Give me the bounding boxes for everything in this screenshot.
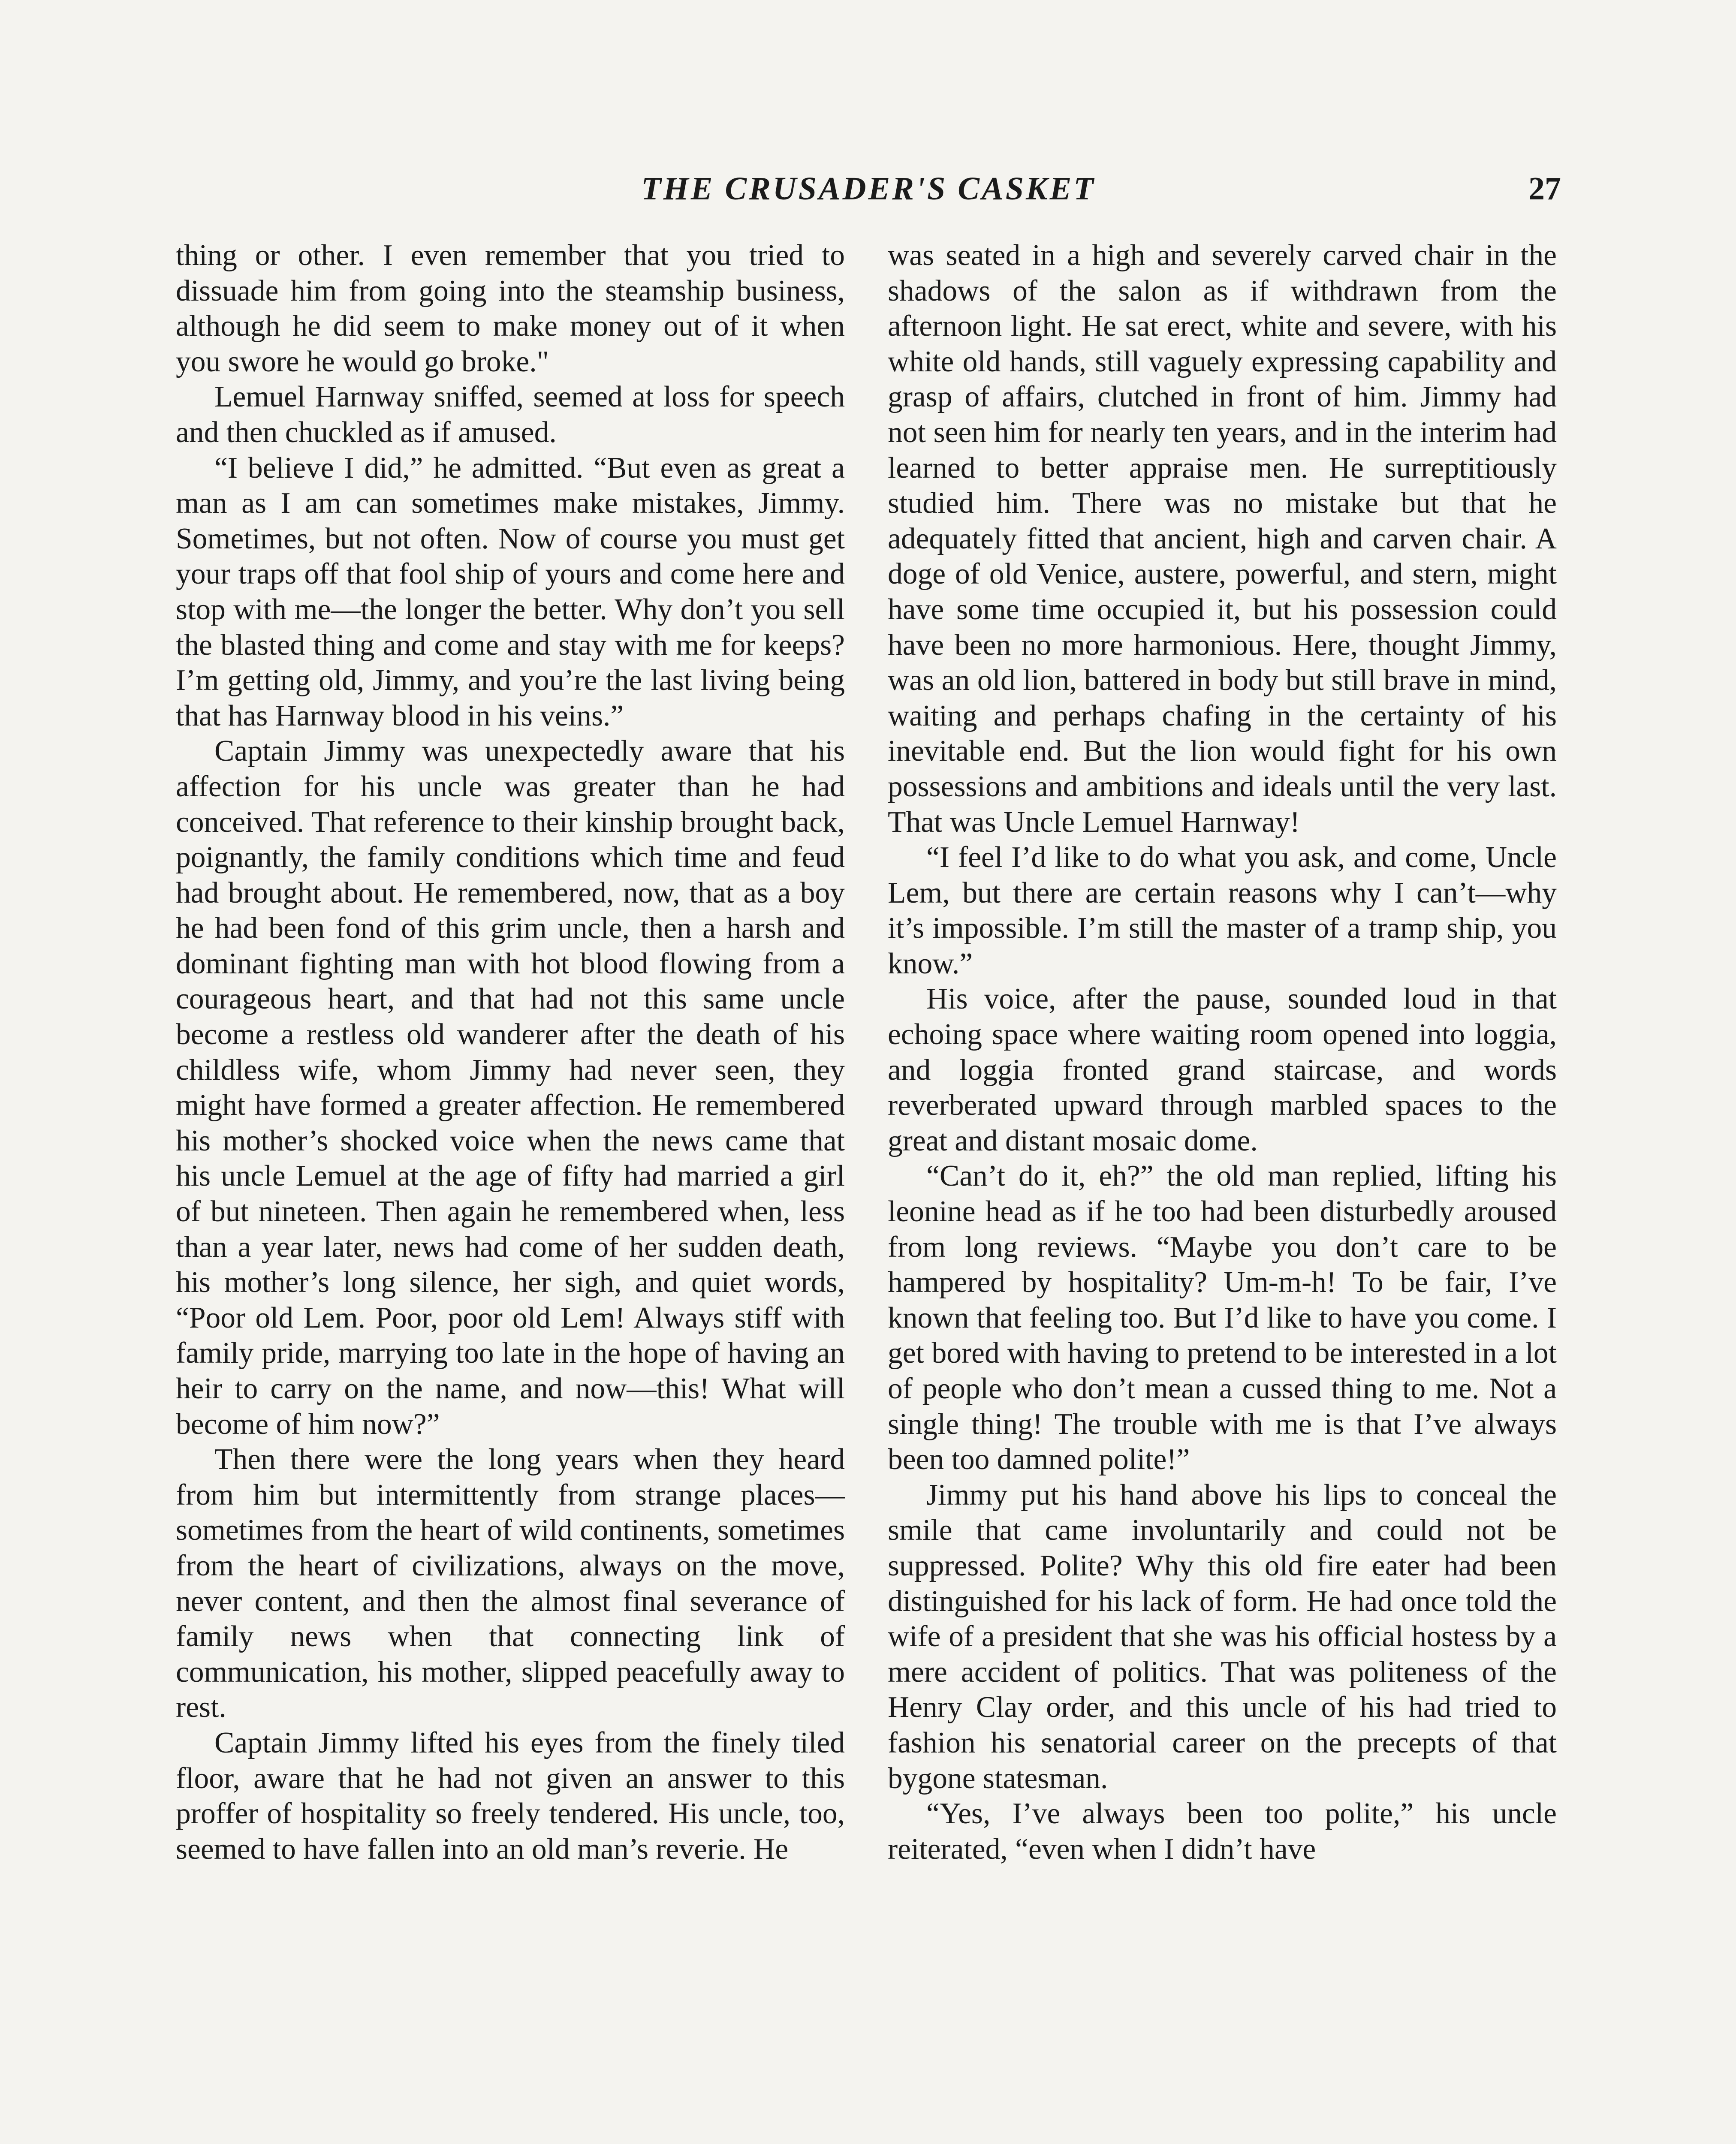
page-number: 27 [1528,171,1561,207]
paragraph: “Can’t do it, eh?” the old man replied, lifting his leonine head as if he too had been disturbedly aroused from long reviews. “Maybe you don’t care to be hampered by hospitality? Um-m-h! To be fair, I’ve known that feeling too. But I’d like to have you come. I get bored with having to pretend to be interested in a lot of people who don’t mean a cussed thing to me. Not a single thing! The trouble with me is that I’ve always been too damned polite!” [888,1159,1557,1476]
right-column [888,238,1557,2144]
paragraph: Jimmy put his hand above his lips to conceal the smile that came involuntarily and could not be suppressed. Polite? Why this old fire eater had been distinguished for his lack of form. He had once told the wife of a president that she was his official hostess by a mere accident of politics. That was politeness of the Henry Clay order, and this uncle of his had tried to fashion his senatorial career on the precepts of that bygone statesman. [888,1478,1557,1795]
paragraph: Lemuel Harnway sniffed, seemed at loss for speech and then chuckled as if amused. [176,380,845,449]
running-header [176,163,1561,214]
paragraph: His voice, after the pause, sounded loud in that echoing space where waiting room opened into loggia, and loggia fronted grand staircase, and words reverberated upward through marbled spaces to the great and distant mosaic dome. [888,982,1557,1157]
paragraph: Captain Jimmy lifted his eyes from the finely tiled floor, aware that he had not given an answer to this proffer of hospitality so freely tendered. His uncle, too, seemed to have fallen into an old man’s reverie. He [176,1726,845,1866]
paragraph: “I believe I did,” he admitted. “But even as great a man as I am can sometimes make mistakes, Jimmy. Sometimes, but not often. Now of course you must get your traps off that fool ship of yours and come here and stop with me—the longer the better. Why don’t you sell the blasted thing and come and stay with me for keeps? I’m getting old, Jimmy, and you’re the last living being that has Harnway blood in his veins.” [176,451,845,732]
paragraph: “Yes, I’ve always been too polite,” his uncle reiterated, “even when I didn’t have [888,1797,1557,1866]
paragraph: “I feel I’d like to do what you ask, and come, Uncle Lem, but there are certain reasons why I can’t—why it’s impossible. I’m still the master of a tramp ship, you know.” [888,841,1557,980]
paragraph: Then there were the long years when they heard from him but intermittently from strange places—sometimes from the heart of wild continents, sometimes from the heart of civilizations, always on the move, never content, and then the almost final severance of family news when that connecting link of communication, his mother, slipped peacefully away to rest. [176,1443,845,1724]
paragraph: thing or other. I even remember that you tried to dissuade him from going into the steamship business, although he did seem to make money out of it when you swore he would go broke." [176,239,845,378]
running-title: THE CRUSADER'S CASKET [641,171,1096,207]
left-column [176,238,845,2144]
paragraph: Captain Jimmy was unexpectedly aware that his affection for his uncle was greater than he had conceived. That reference to their kinship brought back, poignantly, the family conditions which time and feud had brought about. He remembered, now, that as a boy he had been fond of this grim uncle, then a harsh and dominant fighting man with hot blood flowing from a courageous heart, and that had not this same uncle become a restless old wanderer after the death of his childless wife, whom Jimmy had never seen, they might have formed a greater affection. He remembered his mother’s shocked voice when the news came that his uncle Lemuel at the age of fifty had married a girl of but nineteen. Then again he remembered when, less than a year later, news had come of her sudden death, his mother’s long silence, her sigh, and quiet words, “Poor old Lem. Poor, poor old Lem! Always stiff with family pride, marrying too late in the hope of having an heir to carry on the name, and now—this! What will become of him now?” [176,735,845,1441]
paragraph: was seated in a high and severely carved chair in the shadows of the salon as if withdrawn from the afternoon light. He sat erect, white and severe, with his white old hands, still vaguely expressing capability and grasp of affairs, clutched in front of him. Jimmy had not seen him for nearly ten years, and in the interim had learned to better appraise men. He surreptitiously studied him. There was no mistake but that he adequately fitted that ancient, high and carven chair. A doge of old Venice, austere, powerful, and stern, might have some time occupied it, but his possession could have been no more harmonious. Here, thought Jimmy, was an old lion, battered in body but still brave in mind, waiting and perhaps chafing in the certainty of his inevitable end. But the lion would fight for his own possessions and ambitions and ideals until the very last. That was Uncle Lemuel Harnway! [888,239,1557,839]
